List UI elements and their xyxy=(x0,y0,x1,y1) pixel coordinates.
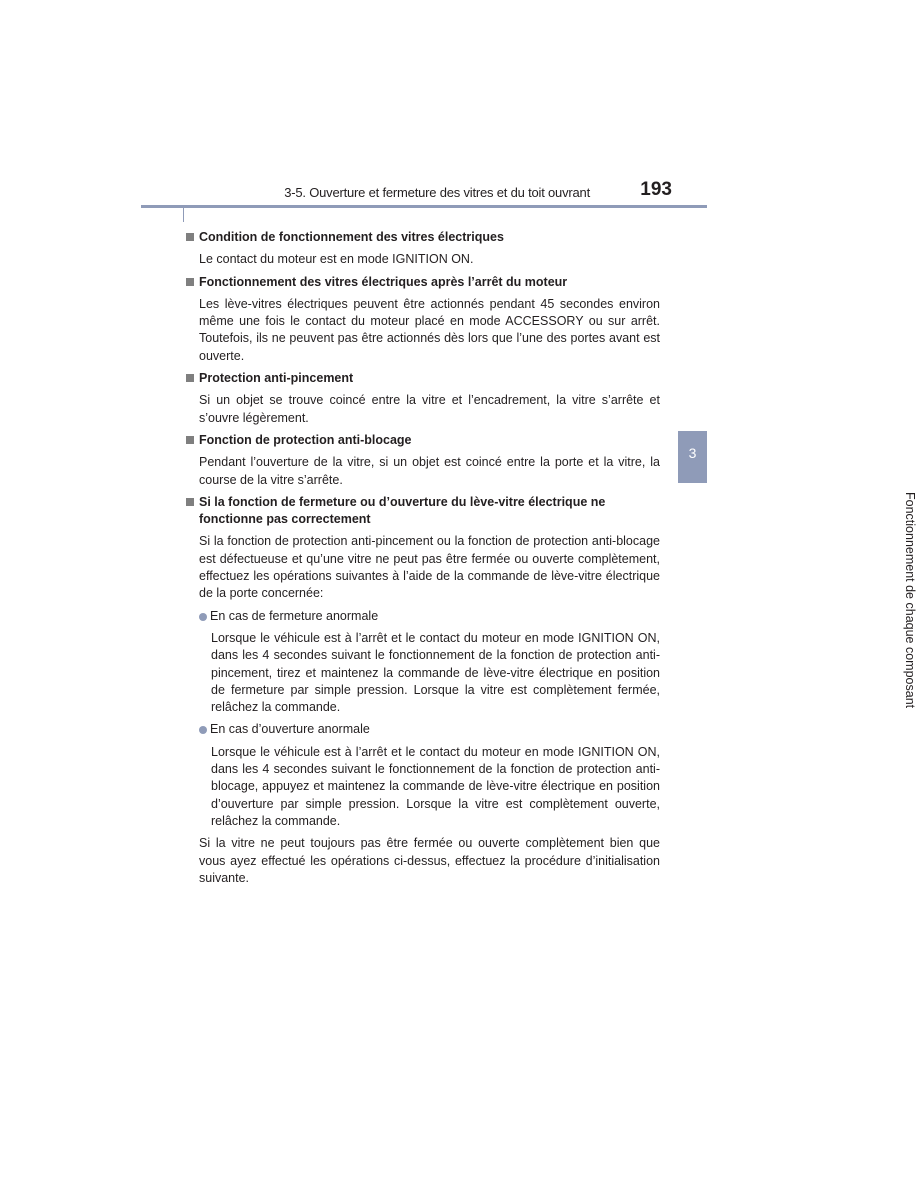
section-anti-pinch xyxy=(186,370,660,427)
square-bullet-icon xyxy=(186,233,194,241)
bullet-paragraph: Lorsque le véhicule est à l’arrêt et le contact du moteur en mode IGNITION ON, dans les 4 secondes suivant le fonctionnement de la fonction de protection anti-pincement, tirez et maintenez la commande de lève-vitre électrique en position de fermeture par simple pression. Lorsque la vitre est complètement fermée, relâchez la commande. xyxy=(211,630,660,715)
square-bullet-icon xyxy=(186,498,194,506)
section-after-engine-stop xyxy=(186,274,660,365)
section-heading xyxy=(186,494,660,529)
round-bullet-icon xyxy=(199,726,207,734)
square-bullet-icon xyxy=(186,374,194,382)
header-rule xyxy=(141,205,707,208)
running-header-title: 3-5. Ouverture et fermeture des vitres et du toit ouvrant xyxy=(284,185,590,200)
bullet-item xyxy=(199,608,660,625)
section-malfunction xyxy=(186,494,660,887)
chapter-number: 3 xyxy=(688,445,697,461)
main-content xyxy=(186,229,660,887)
section-heading-text: Condition de fonctionnement des vitres électriques xyxy=(199,230,504,244)
header-rule-tick xyxy=(183,208,184,222)
section-heading-text: Fonction de protection anti-blocage xyxy=(199,432,412,447)
bullet-item xyxy=(199,721,660,738)
square-bullet-icon xyxy=(186,278,194,286)
section-heading xyxy=(186,370,660,387)
page-number: 193 xyxy=(640,179,672,200)
section-paragraph: Pendant l’ouverture de la vitre, si un objet est coincé entre la porte et la vitre, la course de la vitre s’arrête. xyxy=(199,455,660,487)
chapter-side-label: Fonctionnement de chaque composant xyxy=(903,492,917,709)
section-paragraph: Les lève-vitres électriques peuvent être actionnés pendant 45 secondes environ même une fois le contact du moteur placé en mode ACCESSORY ou sur arrêt. Toutefois, ils ne peuvent pas être actionnés dès lors que l’une des portes avant est ouverte. xyxy=(199,296,660,363)
section-anti-blocking xyxy=(186,432,660,489)
section-heading-text: Protection anti-pincement xyxy=(199,371,354,386)
square-bullet-icon xyxy=(186,436,194,444)
section-heading-text: Fonctionnement des vitres électriques après l’arrêt du moteur xyxy=(199,274,568,289)
section-paragraph: Le contact du moteur est en mode IGNITION ON. xyxy=(199,252,474,267)
bullet-paragraph: Lorsque le véhicule est à l’arrêt et le contact du moteur en mode IGNITION ON, dans les 4 secondes suivant le fonctionnement de la fonction de protection anti-blocage, appuyez et maintenez la commande de lève-vitre électrique en position d’ouverture par simple pression. Lorsque la vitre est complètement ouverte, relâchez la commande. xyxy=(211,744,660,828)
closing-paragraph: Si la vitre ne peut toujours pas être fermée ou ouverte complètement bien que vous ayez effectué les opérations ci-dessus, effectuez la procédure d’initialisation suivante. xyxy=(199,836,660,885)
bullet-title: En cas d’ouverture anormale xyxy=(210,722,370,737)
chapter-tab xyxy=(678,431,707,483)
section-operating-condition xyxy=(186,229,660,269)
round-bullet-icon xyxy=(199,613,207,621)
section-paragraph: Si la fonction de protection anti-pincement ou la fonction de protection anti-blocage est défectueuse et qu’une vitre ne peut pas être fermée ou ouverte complètement, effectuez les opérations suivantes à l’aide de la commande de lève-vitre électrique de la porte concernée: xyxy=(199,534,660,601)
section-paragraph: Si un objet se trouve coincé entre la vitre et l’encadrement, la vitre s’arrête et s’ouvre légèrement. xyxy=(199,393,660,425)
section-heading xyxy=(186,229,660,246)
section-heading xyxy=(186,274,660,291)
section-heading xyxy=(186,432,660,449)
section-heading-text: Si la fonction de fermeture ou d’ouverture du lève-vitre électrique ne fonctionne pas correctement xyxy=(199,494,606,527)
bullet-title: En cas de fermeture anormale xyxy=(210,608,379,623)
